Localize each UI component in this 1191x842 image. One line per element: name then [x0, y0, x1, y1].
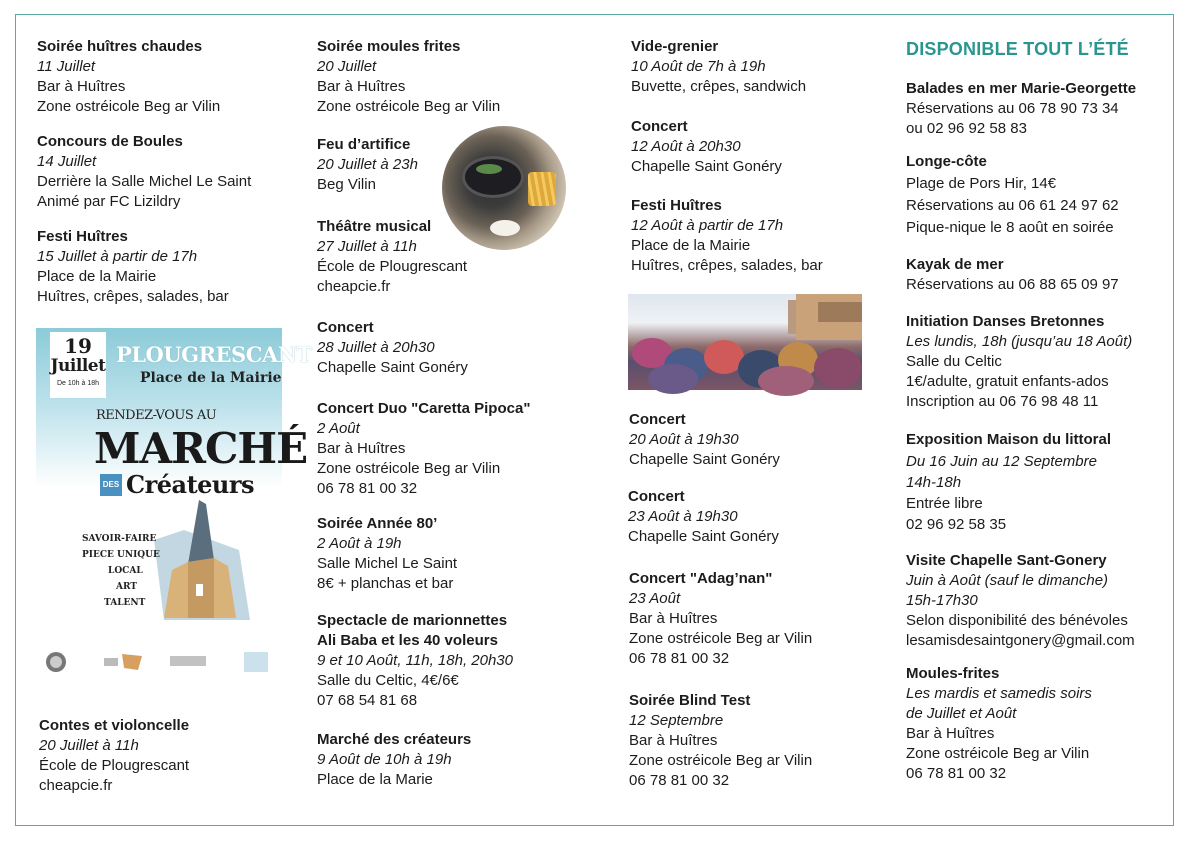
poster-month: Juillet — [50, 356, 106, 376]
activity-line: Bar à Huîtres — [906, 725, 995, 742]
event-date: 14 Juillet — [37, 153, 97, 170]
event-line: Zone ostréicole Beg ar Vilin — [629, 630, 813, 647]
event-line: 06 78 81 00 32 — [317, 480, 418, 497]
event-line: Bar à Huîtres — [317, 440, 406, 457]
activity-title: Moules-frites — [906, 665, 1000, 682]
activity-hours: 15h-17h30 — [906, 592, 978, 609]
event-line: 06 78 81 00 32 — [629, 772, 730, 789]
event-date: 20 Août à 19h30 — [629, 431, 739, 448]
poster-city: PLOUGRESCANT — [116, 342, 312, 367]
activity-title: Exposition Maison du littoral — [906, 431, 1112, 448]
poster-keyword: PIECE UNIQUE — [82, 550, 160, 560]
event-line: Salle du Celtic, 4€/6€ — [317, 672, 459, 689]
event-date: 12 Août à partir de 17h — [631, 217, 784, 234]
activity-date: Juin à Août (sauf le dimanche) — [906, 572, 1109, 589]
event-title: Marché des créateurs — [317, 731, 472, 748]
event-title: Contes et violoncelle — [39, 717, 190, 734]
activity-line: Salle du Celtic — [906, 353, 1002, 370]
activity-line: 02 96 92 58 35 — [906, 516, 1007, 533]
activity-date: Les mardis et samedis soirs — [906, 685, 1092, 702]
event-title: Concert — [631, 118, 688, 135]
event-date: 9 et 10 Août, 11h, 18h, 20h30 — [317, 652, 513, 669]
event-date: 20 Juillet à 11h — [39, 737, 139, 754]
event-item — [631, 117, 891, 177]
event-date: 11 Juillet — [37, 58, 96, 75]
event-date: 27 Juillet à 11h — [317, 238, 417, 255]
event-date: 2 Août à 19h — [317, 535, 402, 552]
event-line: Place de la Mairie — [37, 268, 157, 285]
market-poster — [36, 328, 312, 696]
activity-line: ou 02 96 92 58 83 — [906, 120, 1027, 137]
event-item — [317, 611, 577, 711]
event-line: 07 68 54 81 68 — [317, 692, 418, 709]
section-title: DISPONIBLE TOUT L’ÉTÉ — [906, 39, 1129, 59]
activity-item — [906, 255, 1166, 295]
activity-item — [906, 430, 1166, 535]
event-item — [629, 569, 889, 669]
event-line: Bar à Huîtres — [317, 78, 406, 95]
event-title: Concert "Adag’nan" — [629, 570, 773, 587]
event-title: Concert — [629, 411, 686, 428]
poster-hours: De 10h à 18h — [56, 380, 100, 387]
event-item — [628, 487, 888, 547]
activity-title: Visite Chapelle Sant-Gonery — [906, 552, 1107, 569]
activity-date: Les lundis, 18h (jusqu’au 18 Août) — [906, 333, 1133, 350]
activity-line: 06 78 81 00 32 — [906, 765, 1007, 782]
event-date: 2 Août — [317, 420, 360, 437]
event-line: Huîtres, crêpes, salades, bar — [631, 257, 823, 274]
event-line: Bar à Huîtres — [629, 610, 718, 627]
event-item — [39, 716, 299, 796]
activity-title: Longe-côte — [906, 153, 987, 170]
poster-day: 19 — [64, 334, 92, 358]
activity-hours: 14h-18h — [906, 474, 962, 491]
event-line: Chapelle Saint Gonéry — [317, 359, 468, 376]
poster-date-box — [50, 332, 106, 398]
event-line: cheapcie.fr — [317, 278, 391, 295]
event-line: Zone ostréicole Beg ar Vilin — [629, 752, 813, 769]
activity-line: Entrée libre — [906, 495, 983, 512]
activity-line: Pique-nique le 8 août en soirée — [906, 219, 1114, 236]
activity-line: Selon disponibilité des bénévoles — [906, 612, 1128, 629]
poster-keyword: SAVOIR-FAIRE — [82, 534, 157, 544]
event-title: Concert Duo "Caretta Pipoca" — [317, 400, 531, 417]
event-line: Chapelle Saint Gonéry — [631, 158, 782, 175]
activity-item — [906, 79, 1166, 139]
event-title: Concert — [628, 488, 685, 505]
activity-title: Balades en mer Marie-Georgette — [906, 80, 1137, 97]
event-item — [317, 318, 577, 378]
event-item — [317, 217, 577, 297]
activity-line: Zone ostréicole Beg ar Vilin — [906, 745, 1090, 762]
activity-title: Kayak de mer — [906, 256, 1004, 273]
event-title: Feu d’artifice — [317, 136, 411, 153]
activity-date-2: de Juillet et Août — [906, 705, 1017, 722]
activity-item — [906, 664, 1166, 784]
poster-marche: MARCHÉ — [94, 424, 308, 473]
event-line: Zone ostréicole Beg ar Vilin — [317, 98, 501, 115]
event-date: 9 Août de 10h à 19h — [317, 751, 452, 768]
event-subtitle: Ali Baba et les 40 voleurs — [317, 632, 498, 649]
sponsor-seal-icon — [44, 650, 68, 674]
event-line: Chapelle Saint Gonéry — [629, 451, 780, 468]
event-title: Soirée Année 80’ — [317, 515, 438, 532]
church-illustration-icon — [144, 500, 254, 622]
sponsor-logo-icon — [168, 650, 208, 674]
event-date: 23 Août — [629, 590, 681, 607]
event-item — [317, 514, 577, 594]
activity-line: Inscription au 06 76 98 48 11 — [906, 393, 1099, 410]
event-date: 10 Août de 7h à 19h — [631, 58, 766, 75]
event-line: 8€ + planchas et bar — [317, 575, 454, 592]
event-title: Soirée huîtres chaudes — [37, 38, 203, 55]
activity-line: Réservations au 06 88 65 09 97 — [906, 276, 1119, 293]
activity-line: Réservations au 06 78 90 73 34 — [906, 100, 1119, 117]
crowd-photo — [628, 294, 862, 390]
event-title: Théâtre musical — [317, 218, 432, 235]
activity-line: Plage de Pors Hir, 14€ — [906, 175, 1057, 192]
event-line: Zone ostréicole Beg ar Vilin — [317, 460, 501, 477]
event-title: Soirée Blind Test — [629, 692, 751, 709]
event-line: École de Plougrescant — [317, 258, 468, 275]
event-date: 12 Septembre — [629, 712, 724, 729]
event-date: 15 Juillet à partir de 17h — [37, 248, 198, 265]
event-item — [631, 196, 891, 276]
event-line: Animé par FC Lizildry — [37, 193, 181, 210]
event-line: Salle Michel Le Saint — [317, 555, 458, 572]
poster-place: Place de la Mairie — [140, 370, 282, 386]
event-item — [37, 132, 297, 212]
activity-item — [906, 551, 1166, 651]
event-title: Soirée moules frites — [317, 38, 461, 55]
activity-line: 1€/adulte, gratuit enfants-ados — [906, 373, 1109, 390]
event-line: Place de la Marie — [317, 771, 433, 788]
sponsor-logo-icon — [242, 650, 270, 674]
sponsor-logo-icon — [102, 650, 148, 674]
event-date: 28 Juillet à 20h30 — [317, 339, 435, 356]
event-line: École de Plougrescant — [39, 757, 190, 774]
event-date: 12 Août à 20h30 — [631, 138, 741, 155]
event-date: 20 Juillet — [317, 58, 377, 75]
activity-item — [906, 152, 1166, 238]
event-line: Huîtres, crêpes, salades, bar — [37, 288, 229, 305]
event-line: Bar à Huîtres — [629, 732, 718, 749]
event-date: 23 Août à 19h30 — [628, 508, 738, 525]
poster-des: DES — [100, 474, 122, 496]
event-title: Festi Huîtres — [631, 197, 722, 214]
event-line: Place de la Mairie — [631, 237, 751, 254]
activity-title: Initiation Danses Bretonnes — [906, 313, 1105, 330]
event-item — [317, 37, 577, 117]
poster-keyword: LOCAL — [108, 566, 143, 576]
event-item — [629, 410, 889, 470]
poster-rdv: RENDEZ-VOUS AU — [96, 408, 217, 423]
poster-createurs: Créateurs — [126, 470, 255, 499]
event-item — [317, 399, 577, 499]
event-title: Concert — [317, 319, 374, 336]
event-title: Vide-grenier — [631, 38, 719, 55]
event-line: Buvette, crêpes, sandwich — [631, 78, 807, 95]
event-line: 06 78 81 00 32 — [629, 650, 730, 667]
activity-line: Réservations au 06 61 24 97 62 — [906, 197, 1119, 214]
event-item — [631, 37, 891, 97]
event-title: Spectacle de marionnettes — [317, 612, 508, 629]
event-item — [37, 37, 297, 117]
event-line: Chapelle Saint Gonéry — [628, 528, 779, 545]
activity-item — [906, 312, 1166, 412]
event-line: Bar à Huîtres — [37, 78, 126, 95]
event-item — [629, 691, 889, 791]
sponsor-logos — [42, 650, 278, 676]
event-line: Beg Vilin — [317, 176, 376, 193]
event-item — [37, 227, 297, 307]
event-date: 20 Juillet à 23h — [317, 156, 418, 173]
poster-keyword: ART — [116, 582, 138, 592]
event-line: cheapcie.fr — [39, 777, 113, 794]
event-title: Concours de Boules — [37, 133, 183, 150]
event-item — [317, 730, 577, 790]
activity-line: lesamisdesaintgonery@gmail.com — [906, 632, 1135, 649]
poster-keyword: TALENT — [104, 598, 146, 608]
event-line: Zone ostréicole Beg ar Vilin — [37, 98, 221, 115]
activity-date: Du 16 Juin au 12 Septembre — [906, 453, 1097, 470]
event-line: Derrière la Salle Michel Le Saint — [37, 173, 252, 190]
event-title: Festi Huîtres — [37, 228, 128, 245]
